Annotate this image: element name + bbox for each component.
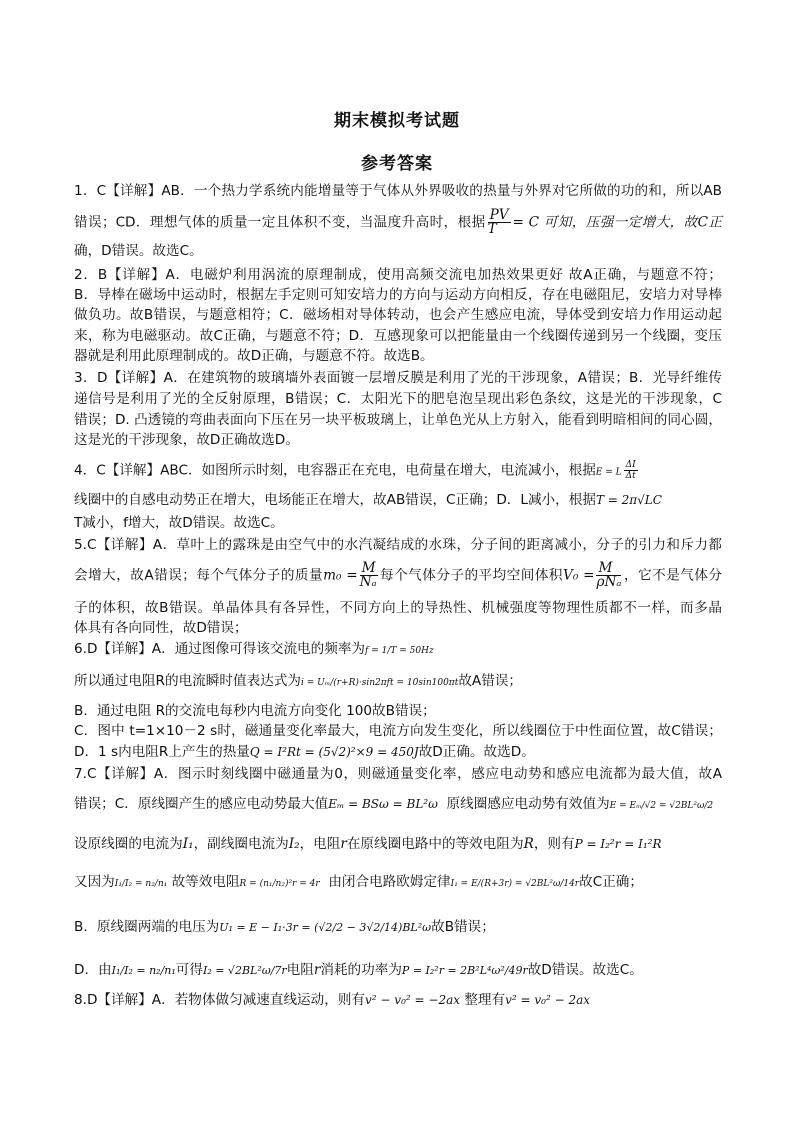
answer-4-line-2: 线圈中的自感电动势正在增大，电场能正在增大，故AB错误，C正确；D．L减小，根据T = 2π√LC [74,492,662,508]
answer-7-line-1: 7.C【详解】A．图示时刻线圈中磁通量为0，则磁通量变化率，感应电动势和感应电流都为最大值，故A [74,766,722,782]
answer-7-line-2: 错误；C．原线圈产生的感应电动势最大值Eₘ = BSω = BL²ω 原线圈感应电动势有效值为E = Eₘ/√2 = √2BL²ω/2 [74,796,714,812]
page-subtitle: 参考答案 [361,154,433,174]
answer-5-line-2: 会增大，故A错误；每个气体分子的质量m₀ = $\frac{M}{\text{Nₐ}}$ 每个气体分子的平均空间体积V₀ = M ρNₐ ，它不是气体分 [74,560,722,590]
answer-3-line-1: 3．D【详解】A．在建筑物的玻璃墙外表面镀一层增反膜是利用了光的干涉现象，A错误；B．光导纤维传 [74,370,722,386]
answer-5-line-3: 子的体积，故B错误。单晶体具有各异性，不同方向上的导热性、机械强度等物理性质都不一样，而多晶 [74,600,722,616]
answer-5-line-1: 5.C【详解】A．草叶上的露珠是由空气中的水汽凝结成的水珠，分子间的距离减小，分子的引力和斥力都 [74,537,722,553]
answer-4-line-1: 4．C【详解】ABC．如图所示时刻，电容器正在充电，电荷量在增大，电流减小，根据E = L $\frac{\Delta I}{\Delta t}$ [74,460,636,481]
answer-7-line-4: 又因为I₁/I₂ = n₂/n₁ 故等效电阻R = (n₁/n₂)²r = 4r 由闭合电路欧姆定律I₁ = E/(R+3r) = √2BL²ω/14r故C正确； [74,874,643,890]
answer-8-line-1: 8.D【详解】A．若物体做匀减速直线运动，则有v² − v₀² = −2ax 整理有v² = v₀² − 2ax [74,992,591,1008]
answer-1-line-1: 1．C【详解】AB．一个热力学系统内能增量等于气体从外界吸收的热量与外界对它所做的功的和，所以AB [74,183,722,199]
answer-2-line-4: 来，称为电磁驱动。故C正确，与题意不符；D．互感现象可以把能量由一个线圈传递到另一个线圈，变压 [74,328,722,344]
answer-4-line-3: T减小，f增大，故D错误。故选C。 [74,515,284,531]
answer-6-line-1: 6.D【详解】A．通过图像可得该交流电的频率为f = 1/T = 50Hz [74,641,434,657]
answer-6-line-3: B．通过电阻 R的交流电每秒内电流方向变化 100故B错误； [74,703,436,719]
answer-5-line-4: 体具有各向同性，故D错误； [74,620,248,636]
formula-pv-over-t: $\frac{PV}{T}$ [487,207,509,237]
formula-m-over-rho-na: M ρNₐ [596,560,622,590]
answer-7-line-6: D．由I₁/I₂ = n₂/n₁可得I₂ = √2BL²ω/7r电阻r消耗的功率为P = I₂²r = 2B²L⁴ω²/49r故D错误。故选C。 [74,962,643,978]
answer-1-line-2: 错误；CD．理想气体的质量一定且体积不变，当温度升高时，根据 $\frac{PV}{T}$ = C 可知，压强一定增大，故C正 [74,207,722,237]
answer-3-line-4: 这是光的干涉现象，故D正确故选D。 [74,432,299,448]
answer-2-line-5: 器就是利用此原理制成的。故D正确，与题意不符。故选B。 [74,348,434,364]
answer-2-line-3: 做负功。故B错误，与题意相符；C．磁场相对导体转动，也会产生感应电流，导体受到安培力作用运动起 [74,307,722,323]
answer-1-line-3: 确，D错误。故选C。 [74,243,203,259]
answer-7-line-5: B．原线圈两端的电压为U₁ = E − I₁·3r = (√2/2 − 3√2/14)BL²ω故B错误； [74,919,495,935]
formula-di-over-dt: $\frac{\Delta I}{\Delta t}$ [625,460,636,481]
answer-7-line-3: 设原线圈的电流为I₁，副线圈电流为I₂，电阻r在原线圈电路中的等效电阻为R，则有P = I₂²r = I₁²R [74,836,662,852]
page-title: 期末模拟考试题 [334,111,460,131]
answer-6-line-2: 所以通过电阻R的电流瞬时值表达式为i = Uₘ/(r+R)·sin2πft = 10sin100πt故A错误； [74,673,523,689]
answer-3-line-3: 错误；D. 凸透镜的弯曲表面向下压在另一块平板玻璃上，让单色光从上方射入，能看到明暗相间的同心圆， [74,412,722,428]
answer-6-line-5: D．1 s内电阻R上产生的热量Q = I²Rt = (5√2)²×9 = 450J故D正确。故选D。 [74,744,535,760]
answer-3-line-2: 递信号是利用了光的全反射原理，B错误；C．太阳光下的肥皂泡呈现出彩色条纹，这是光的干涉现象，C [74,391,722,407]
answer-2-line-1: 2．B【详解】A．电磁炉利用涡流的原理制成，使用高频交流电加热效果更好 故A正确，与题意不符； [74,267,722,283]
answer-2-line-2: B．导棒在磁场中运动时，根据左手定则可知安培力的方向与运动方向相反，存在电磁阻尼，安培力对导棒 [74,287,722,303]
formula-m-over-na: $\frac{M}{\text{Nₐ}}$ [359,560,377,590]
answer-6-line-4: C．图中 t=1×10－2 s时，磁通量变化率最大，电流方向发生变化，所以线圈位于中性面位置，故C错误； [74,723,722,739]
